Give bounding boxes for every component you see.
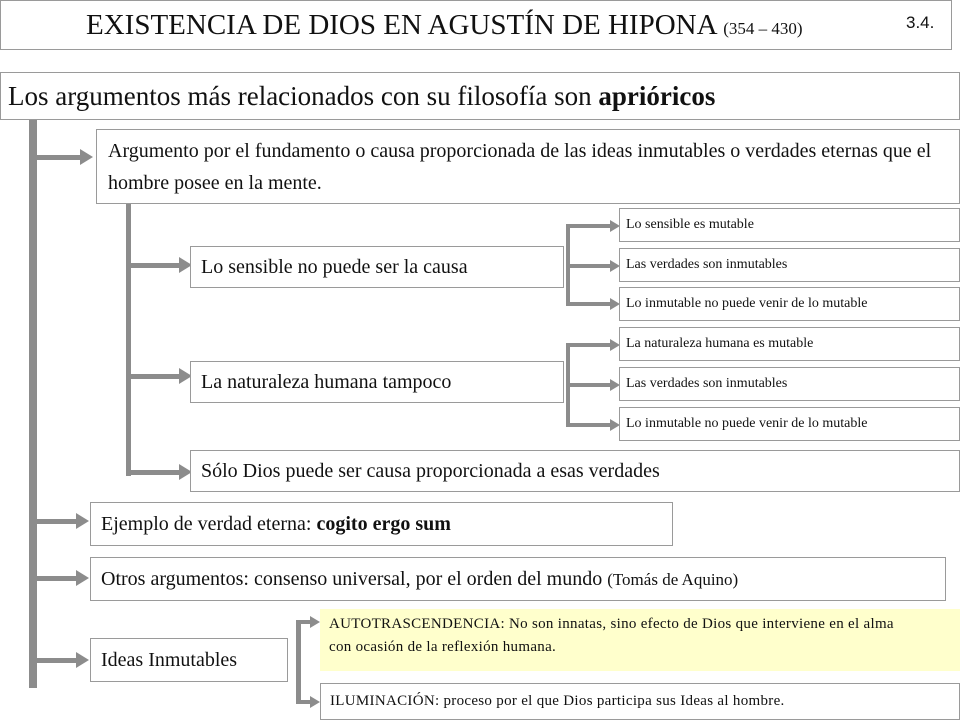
second-trunk-line <box>126 204 131 476</box>
arrow-ejemplo <box>76 513 89 529</box>
ideas-label: Ideas Inmutables <box>101 648 238 671</box>
connector-ideas <box>33 658 80 663</box>
section-number: 3.4. <box>906 13 935 32</box>
solo-dios-text: Sólo Dios puede ser causa proporcionada a esas verdades <box>201 459 660 482</box>
naturaleza-item-1-text: La naturaleza humana es mutable <box>626 336 814 351</box>
connector-argument1 <box>33 155 85 160</box>
argument1-text: Argumento por el fundamento o causa proporcionada de las ideas inmutables o verdades eternas que el hombre posee en la mente. <box>108 140 932 194</box>
naturaleza-label: La naturaleza humana tampoco <box>201 370 452 393</box>
naturaleza-link-1 <box>566 343 612 347</box>
sensible-box <box>190 246 564 288</box>
autotrascendencia-box <box>320 609 960 671</box>
naturaleza-item-2-text: Las verdades son inmutables <box>626 376 788 391</box>
sensible-label: Lo sensible no puede ser la causa <box>201 255 468 278</box>
connector-solo-dios <box>128 470 182 475</box>
arrow-argument1 <box>80 149 93 165</box>
naturaleza-link-2 <box>566 383 612 387</box>
title-main: EXISTENCIA DE DIOS EN AGUSTÍN DE HIPONA <box>86 9 716 41</box>
otros-text <box>101 568 738 591</box>
ejemplo-text <box>101 513 451 536</box>
main-trunk-line <box>29 120 37 688</box>
sensible-link-1 <box>566 224 612 228</box>
ideas-box <box>90 638 288 682</box>
sensible-item-1 <box>619 208 960 242</box>
ideas-bracket <box>296 620 301 704</box>
naturaleza-item-2 <box>619 367 960 401</box>
otros-plain: Otros argumentos: consenso universal, por el orden del mundo <box>101 567 608 590</box>
title-box <box>0 0 952 50</box>
autotrascendencia-text: AUTOTRASCENDENCIA: No son innatas, sino efecto de Dios que interviene en el alma con ocasión de la reflexión humana. <box>329 616 894 655</box>
naturaleza-item-3-text: Lo inmutable no puede venir de lo mutable <box>626 416 868 431</box>
naturaleza-item-1 <box>619 327 960 361</box>
arrow-otros <box>76 570 89 586</box>
ideas-arrow-1 <box>310 616 320 628</box>
ideas-arrow-2 <box>310 696 320 708</box>
sensible-link-2 <box>566 264 612 268</box>
sensible-item-3 <box>619 287 960 321</box>
sensible-link-3 <box>566 302 612 306</box>
iluminacion-box <box>320 683 960 720</box>
page-title <box>86 9 803 42</box>
ejemplo-plain: Ejemplo de verdad eterna: <box>101 512 317 535</box>
solo-dios-box <box>190 450 960 492</box>
header-plain: Los argumentos más relacionados con su filosofía son <box>8 81 599 111</box>
otros-small: (Tomás de Aquino) <box>607 569 739 589</box>
connector-ejemplo <box>33 519 80 524</box>
connector-naturaleza <box>128 374 182 379</box>
iluminacion-text: ILUMINACIÓN: proceso por el que Dios participa sus Ideas al hombre. <box>330 693 785 709</box>
ejemplo-box <box>90 502 673 546</box>
title-dates: (354 – 430) <box>723 19 803 38</box>
header-bold: aprióricos <box>598 81 716 111</box>
naturaleza-link-3 <box>566 423 612 427</box>
arrow-ideas <box>76 652 89 668</box>
ejemplo-bold: cogito ergo sum <box>316 512 451 535</box>
sensible-item-1-text: Lo sensible es mutable <box>626 217 754 232</box>
header-text <box>8 81 715 112</box>
sensible-item-2 <box>619 248 960 282</box>
connector-otros <box>33 576 80 581</box>
sensible-item-3-text: Lo inmutable no puede venir de lo mutable <box>626 296 868 311</box>
naturaleza-box <box>190 361 564 403</box>
naturaleza-item-3 <box>619 407 960 441</box>
connector-sensible <box>128 263 182 268</box>
sensible-item-2-text: Las verdades son inmutables <box>626 257 788 272</box>
argument1-box <box>96 129 960 204</box>
header-box <box>0 72 960 120</box>
otros-box <box>90 557 946 601</box>
